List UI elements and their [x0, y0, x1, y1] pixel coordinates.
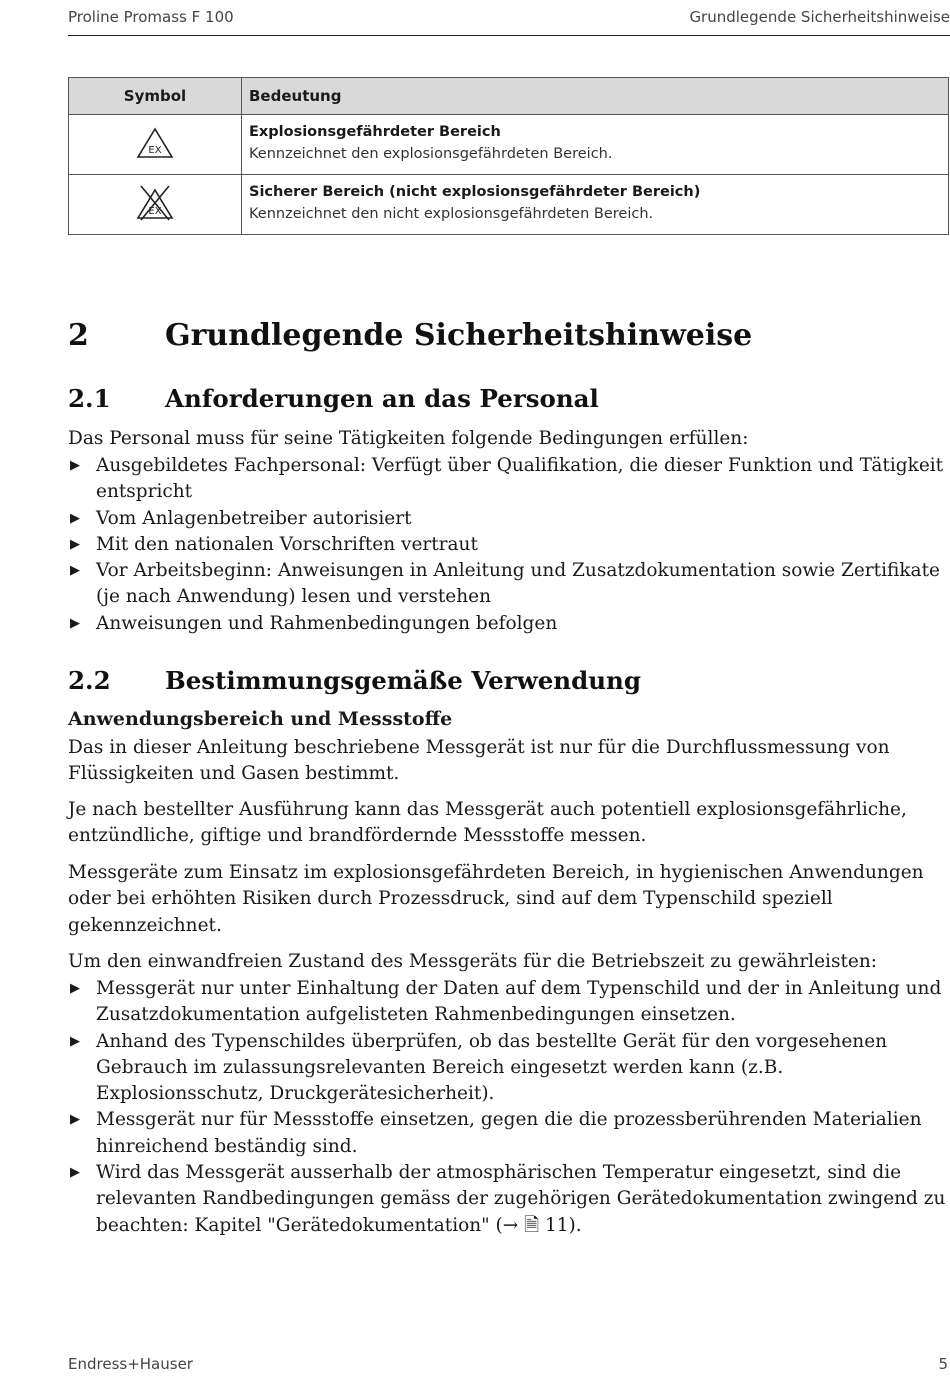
table-row [69, 175, 949, 235]
chapter-title: Grundlegende Sicherheitshinweise [165, 318, 753, 353]
table-header-row [69, 78, 949, 115]
list-item: ▶ Mit den nationalen Vorschriften vertraut [68, 532, 948, 558]
ex-safe-area-icon [135, 184, 175, 222]
footer-company: Endress+Hauser [68, 1355, 193, 1373]
bullet-list-usage [68, 976, 948, 1239]
list-item: ▶ Anweisungen und Rahmenbedingungen befolgen [68, 611, 948, 637]
svg-text:EX: EX [148, 144, 162, 156]
col-symbol: Symbol [69, 78, 242, 115]
list-item: ▶ Messgerät nur unter Einhaltung der Daten auf dem Typenschild und der in Anleitung und Zusatzdokumentation aufgelisteten Rahmenbedingungen einsetzen. [70, 978, 942, 1026]
header-product: Proline Promass F 100 [68, 8, 234, 26]
page-reference-link[interactable]: 11 [544, 1214, 569, 1236]
svg-text:EX: EX [148, 205, 162, 217]
header-chapter: Grundlegende Sicherheitshinweise [689, 8, 950, 26]
meaning-desc: Kennzeichnet den explosionsgefährdeten Bereich. [249, 146, 613, 162]
chapter-number: 2 [68, 318, 89, 353]
page-header [68, 6, 950, 36]
chapter-heading [68, 318, 752, 353]
meaning-cell [242, 115, 949, 175]
page-number: 5 [938, 1355, 948, 1373]
section-number: 2.2 [68, 666, 111, 695]
triangle-bullet-icon: ▶ [70, 458, 80, 473]
list-item: ▶ Wird das Messgerät ausserhalb der atmosphärischen Temperatur eingesetzt, sind die relevanten Randbedingungen gemäss der zugehörigen Gerätedokumentation zwingend zu beachten: Kapitel "Gerätedokumentation" (→ 🗎 11). [70, 1162, 946, 1236]
meaning-title: Explosionsgefährdeter Bereich [249, 124, 501, 140]
triangle-bullet-icon: ▶ [70, 981, 80, 996]
triangle-bullet-icon: ▶ [70, 536, 80, 552]
list-item: ▶ Vor Arbeitsbeginn: Anweisungen in Anleitung und Zusatzdokumentation sowie Zertifikate (je nach Anwendung) lesen und verstehen [70, 560, 940, 608]
symbol-cell [69, 175, 242, 235]
symbol-cell [69, 115, 242, 175]
table-row [69, 115, 949, 175]
section-title: Anforderungen an das Personal [165, 384, 599, 413]
page-footer [68, 1355, 948, 1373]
ex-hazard-icon [135, 126, 175, 160]
list-item: ▶ Vom Anlagenbetreiber autorisiert [68, 506, 948, 532]
list-item: ▶ Anhand des Typenschildes überprüfen, ob das bestellte Gerät für den vorgesehenen Gebrauch im zulassungsrelevanten Bereich eingesetzt werden kann (z.B. Explosionsschutz, Druckgerätesicherheit). [70, 1030, 888, 1105]
section-heading-2-1 [68, 384, 599, 413]
document-icon: 🗎 [524, 1214, 540, 1236]
triangle-bullet-icon: ▶ [70, 1033, 80, 1049]
bullet-list-personnel [68, 453, 948, 637]
meaning-cell [242, 175, 949, 235]
triangle-bullet-icon: ▶ [70, 563, 80, 579]
meaning-title: Sicherer Bereich (nicht explosionsgefährdeter Bereich) [249, 184, 701, 200]
paragraph: Das Personal muss für seine Tätigkeiten folgende Bedingungen erfüllen: [68, 428, 749, 449]
col-meaning: Bedeutung [242, 78, 949, 115]
section-title: Bestimmungsgemäße Verwendung [165, 666, 641, 695]
triangle-bullet-icon: ▶ [70, 1165, 80, 1181]
triangle-bullet-icon: ▶ [70, 615, 80, 631]
meaning-desc: Kennzeichnet den nicht explosionsgefährdeten Bereich. [249, 206, 654, 222]
list-item: ▶ Ausgebildetes Fachpersonal: Verfügt über Qualifikation, die dieser Funktion und Tätigkeit entspricht [70, 455, 944, 503]
paragraph: Um den einwandfreien Zustand des Messgeräts für die Betriebszeit zu gewährleisten: [68, 951, 877, 972]
symbol-table [68, 77, 949, 235]
paragraph: Messgeräte zum Einsatz im explosionsgefährdeten Bereich, in hygienischen Anwendungen oder bei erhöhten Risiken durch Prozessdruck, sind auf dem Typenschild speziell gekennzeichnet. [68, 862, 924, 936]
triangle-bullet-icon: ▶ [70, 510, 80, 526]
section-number: 2.1 [68, 384, 111, 413]
list-item: ▶ Messgerät nur für Messstoffe einsetzen, gegen die die prozessberührenden Materialien hinreichend beständig sind. [70, 1109, 922, 1157]
paragraph: Je nach bestellter Ausführung kann das Messgerät auch potentiell explosionsgefährliche, entzündliche, giftige und brandfördernde Messstoffe messen. [68, 799, 907, 847]
paragraph: Das in dieser Anleitung beschriebene Messgerät ist nur für die Durchflussmessung von Flüssigkeiten und Gasen bestimmt. [68, 737, 890, 785]
subheading: Anwendungsbereich und Messstoffe [68, 708, 453, 730]
triangle-bullet-icon: ▶ [70, 1112, 80, 1128]
arrow-icon: → [502, 1214, 519, 1236]
section-heading-2-2 [68, 666, 641, 695]
